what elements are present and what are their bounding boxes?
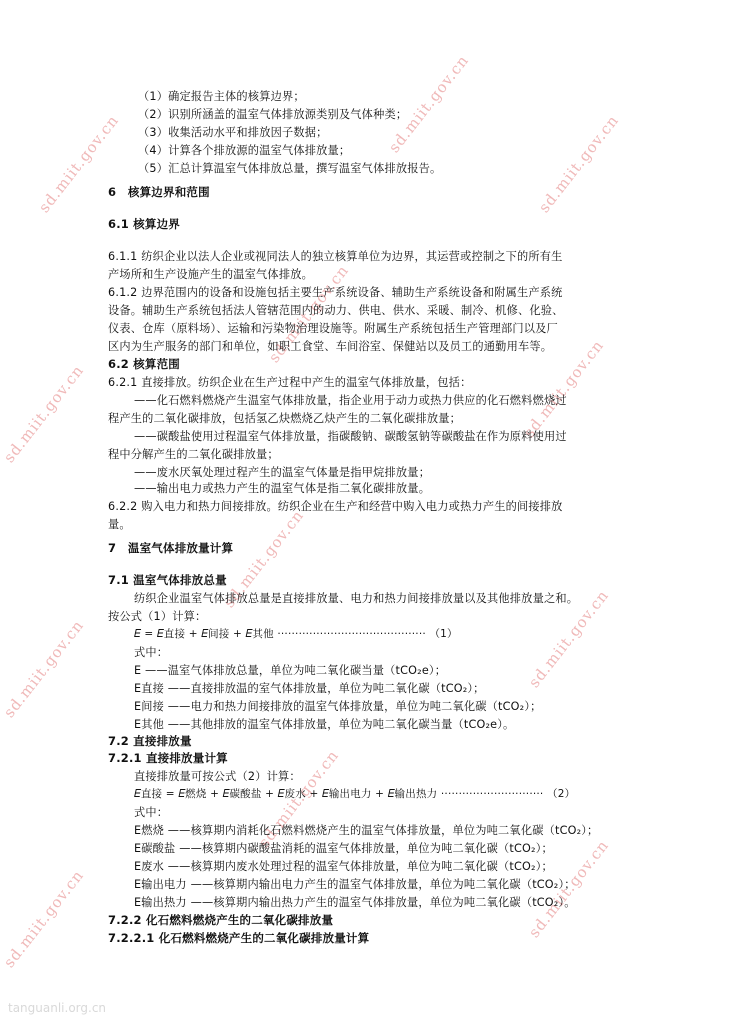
- paragraph-line: 产场所和生产设施产生的温室气体排放。: [108, 268, 313, 281]
- paragraph-line: 仪表、仓库（原料场）、运输和污染物治理设施等。附属生产系统包括生产管理部门以及厂: [108, 322, 558, 335]
- variable-definition: E直接 ——直接排放温的室气体排放量，单位为吨二氧化碳（tCO₂）；: [134, 682, 485, 695]
- variable-definition: E燃烧 ——核算期内消耗化石燃料燃烧产生的温室气体排放量，单位为吨二氧化碳（tCO₂）；: [134, 824, 599, 837]
- step-item: （3）收集活动水平和排放因子数据；: [138, 126, 328, 139]
- variable-definition: E ——温室气体排放总量，单位为吨二氧化碳当量（tCO₂e）；: [134, 664, 447, 677]
- paragraph-line: 纺织企业温室气体排放总量是直接排放量、电力和热力间接排放量以及其他排放量之和。: [134, 592, 579, 605]
- paragraph-line: 量。: [108, 518, 131, 531]
- watermark: sd.miit.gov.cn: [255, 746, 343, 852]
- step-item: （2）识别所涵盖的温室气体排放源类别及气体种类；: [138, 108, 408, 121]
- variable-definition: E间接 ——电力和热力间接排放的温室气体排放量，单位为吨二氧化碳（tCO₂）；: [134, 700, 542, 713]
- variable-definition: E其他 ——其他排放的温室气体排放量，单位为吨二氧化碳当量（tCO₂e）。: [134, 718, 515, 731]
- paragraph-line: 按公式（1）计算：: [108, 610, 207, 623]
- watermark: sd.miit.gov.cn: [265, 261, 353, 367]
- paragraph-line: 6.1.2 边界范围内的设备和设施包括主要生产系统设备、辅助生产系统设备和附属生产系统: [108, 286, 563, 299]
- paragraph-line: 6.1.1 纺织企业以法人企业或视同法人的独立核算单位为边界，其运营或控制之下的所有生: [108, 250, 563, 263]
- dash-item: ——化石燃料燃烧产生温室气体排放量，指企业用于动力或热力供应的化石燃料燃烧过: [134, 394, 567, 407]
- watermark: sd.miit.gov.cn: [0, 866, 88, 972]
- paragraph-line: 直接排放量可按公式（2）计算：: [134, 770, 301, 783]
- paragraph-line: 6.2.2 购入电力和热力间接排放。纺织企业在生产和经营中购入电力或热力产生的间接排放: [108, 500, 563, 513]
- step-item: （1）确定报告主体的核算边界；: [138, 90, 305, 103]
- watermark: sd.miit.gov.cn: [385, 51, 473, 157]
- variable-definition: E输出热力 ——核算期内输出热力产生的温室气体排放量，单位为吨二氧化碳（tCO₂）。: [134, 896, 576, 909]
- formula-1: 𝐸 = 𝐸直接 + 𝐸间接 + 𝐸其他 ·········································· （1）: [134, 628, 458, 640]
- footer-watermark: tanguanli.org.cn: [8, 1001, 107, 1015]
- dash-item: ——碳酸盐使用过程温室气体排放量，指碳酸钠、碳酸氢钠等碳酸盐在作为原料使用过: [134, 430, 567, 443]
- formula-2: 𝐸直接 = 𝐸燃烧 + 𝐸碳酸盐 + 𝐸废水 + 𝐸输出电力 + 𝐸输出热力 ····························· （2）: [134, 788, 576, 800]
- watermark: sd.miit.gov.cn: [220, 506, 308, 612]
- watermark: sd.miit.gov.cn: [535, 111, 623, 217]
- section-heading: 6.1 核算边界: [108, 217, 180, 231]
- watermark: sd.miit.gov.cn: [0, 616, 88, 722]
- watermark: sd.miit.gov.cn: [520, 336, 608, 442]
- paragraph-line: 区内为生产服务的部门和单位，如职工食堂、车间浴室、保健站以及员工的通勤用车等。: [108, 340, 553, 353]
- paragraph-line: 设备。辅助生产系统包括法人管辖范围内的动力、供电、供水、采暖、制冷、机修、化验、: [108, 304, 564, 317]
- watermark: sd.miit.gov.cn: [525, 836, 613, 942]
- section-heading: 6 核算边界和范围: [108, 185, 210, 199]
- section-heading: 7.1 温室气体排放总量: [108, 573, 227, 587]
- variable-definition: E输出电力 ——核算期内输出电力产生的温室气体排放量，单位为吨二氧化碳（tCO₂）；: [134, 878, 576, 891]
- dash-item: 程中分解产生的二氧化碳排放量；: [108, 448, 279, 461]
- step-item: （4）计算各个排放源的温室气体排放量；: [138, 144, 351, 157]
- variable-definition: E废水 ——核算期内废水处理过程的温室气体排放量，单位为吨二氧化碳（tCO₂）；: [134, 860, 553, 873]
- section-heading: 7.2 直接排放量: [108, 734, 192, 748]
- dash-item: 程产生的二氧化碳排放，包括氢乙炔燃烧乙炔产生的二氧化碳排放量；: [108, 412, 462, 425]
- watermark: sd.miit.gov.cn: [0, 361, 88, 467]
- section-heading: 6.2 核算范围: [108, 357, 180, 371]
- dash-item: ——废水厌氧处理过程产生的温室气体量是指甲烷排放量；: [134, 466, 431, 479]
- section-heading: 7.2.1 直接排放量计算: [108, 751, 228, 765]
- dash-item: ——输出电力或热力产生的温室气体是指二氧化碳排放量。: [134, 482, 431, 495]
- step-item: （5）汇总计算温室气体排放总量，撰写温室气体排放报告。: [138, 162, 442, 175]
- variable-definition: E碳酸盐 ——核算期内碳酸盐消耗的温室气体排放量，单位为吨二氧化碳（tCO₂）；: [134, 842, 553, 855]
- where-label: 式中：: [134, 646, 169, 659]
- section-heading: 7.2.2 化石燃料燃烧产生的二氧化碳排放量: [108, 913, 334, 927]
- where-label: 式中：: [134, 806, 169, 819]
- paragraph-line: 6.2.1 直接排放。纺织企业在生产过程中产生的温室气体排放量，包括：: [108, 376, 472, 389]
- watermark: sd.miit.gov.cn: [35, 111, 123, 217]
- watermark: sd.miit.gov.cn: [525, 586, 613, 692]
- section-heading: 7.2.2.1 化石燃料燃烧产生的二氧化碳排放量计算: [108, 931, 370, 945]
- section-heading: 7 温室气体排放量计算: [108, 541, 234, 555]
